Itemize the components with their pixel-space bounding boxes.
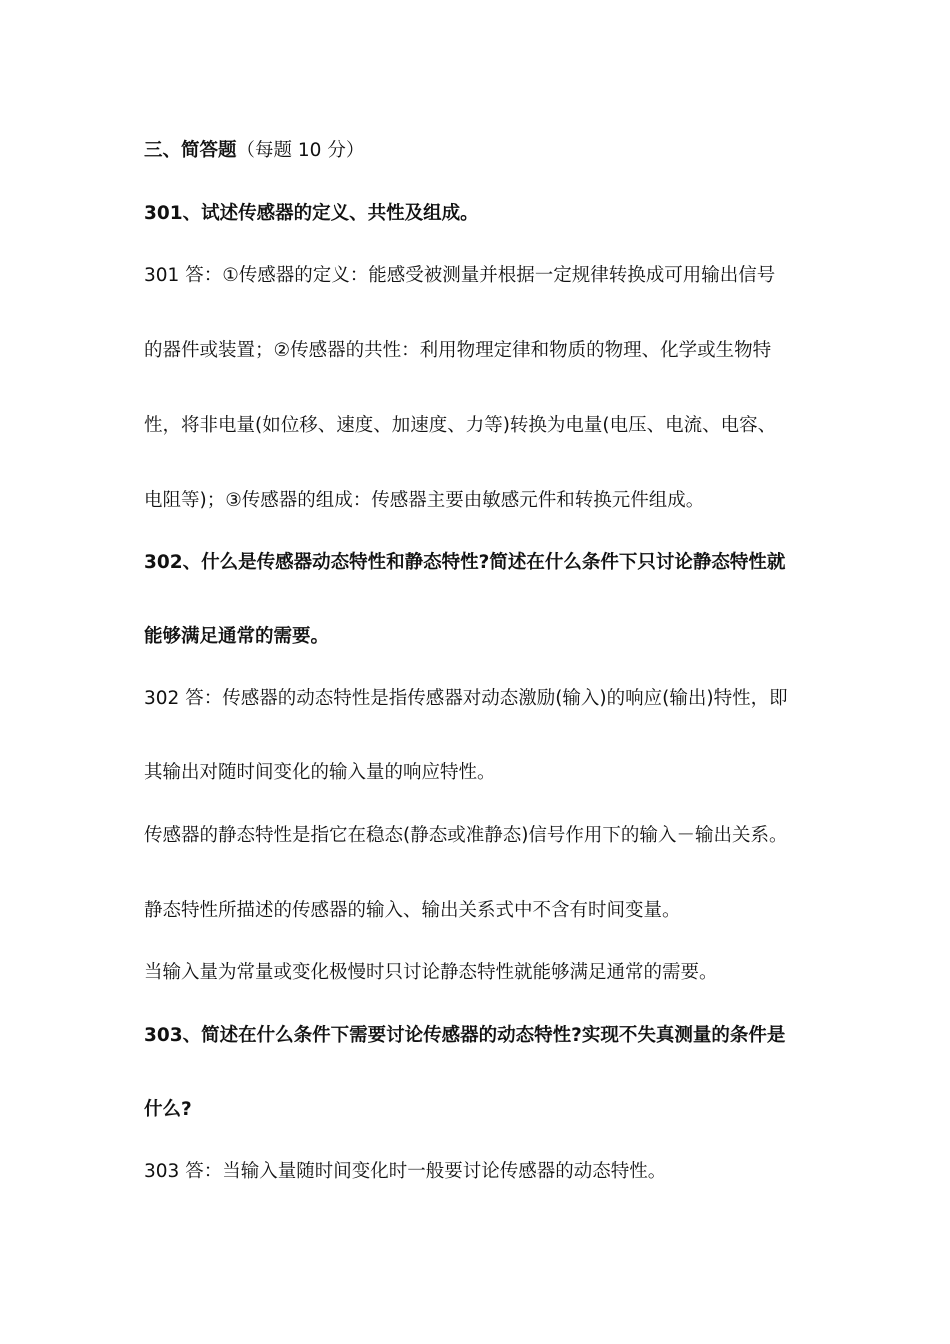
answer-302-line-4: 静态特性所描述的传感器的输入、输出关系式中不含有时间变量。 — [144, 900, 681, 921]
question-302-line-1: 302、什么是传感器动态特性和静态特性?简述在什么条件下只讨论静态特性就 — [144, 552, 786, 573]
answer-302-line-3: 传感器的静态特性是指它在稳态(静态或准静态)信号作用下的输入－输出关系。 — [144, 825, 788, 846]
section-heading — [144, 138, 824, 164]
answer-302-line-5: 当输入量为常量或变化极慢时只讨论静态特性就能够满足通常的需要。 — [144, 962, 718, 983]
answer-303-line-1: 303 答：当输入量随时间变化时一般要讨论传感器的动态特性。 — [144, 1161, 667, 1182]
question-301: 301、试述传感器的定义、共性及组成。 — [144, 203, 479, 224]
question-302-line-2: 能够满足通常的需要。 — [144, 626, 330, 647]
answer-302-line-1: 302 答：传感器的动态特性是指传感器对动态激励(输入)的响应(输出)特性，即 — [144, 688, 788, 709]
question-303-line-2: 什么? — [144, 1099, 192, 1120]
answer-301-line-3: 性，将非电量(如位移、速度、加速度、力等)转换为电量(电压、电流、电容、 — [144, 415, 777, 436]
section-score-note: （每题 10 分） — [236, 140, 365, 161]
section-title: 三、简答题 — [144, 140, 237, 161]
answer-301-line-4: 电阻等)；③传感器的组成：传感器主要由敏感元件和转换元件组成。 — [144, 490, 705, 511]
answer-301-line-1: 301 答：①传感器的定义：能感受被测量并根据一定规律转换成可用输出信号 — [144, 265, 776, 286]
answer-301-line-2: 的器件或装置；②传感器的共性：利用物理定律和物质的物理、化学或生物特 — [144, 340, 772, 361]
question-303-line-1: 303、简述在什么条件下需要讨论传感器的动态特性?实现不失真测量的条件是 — [144, 1025, 786, 1046]
answer-302-line-2: 其输出对随时间变化的输入量的响应特性。 — [144, 762, 496, 783]
